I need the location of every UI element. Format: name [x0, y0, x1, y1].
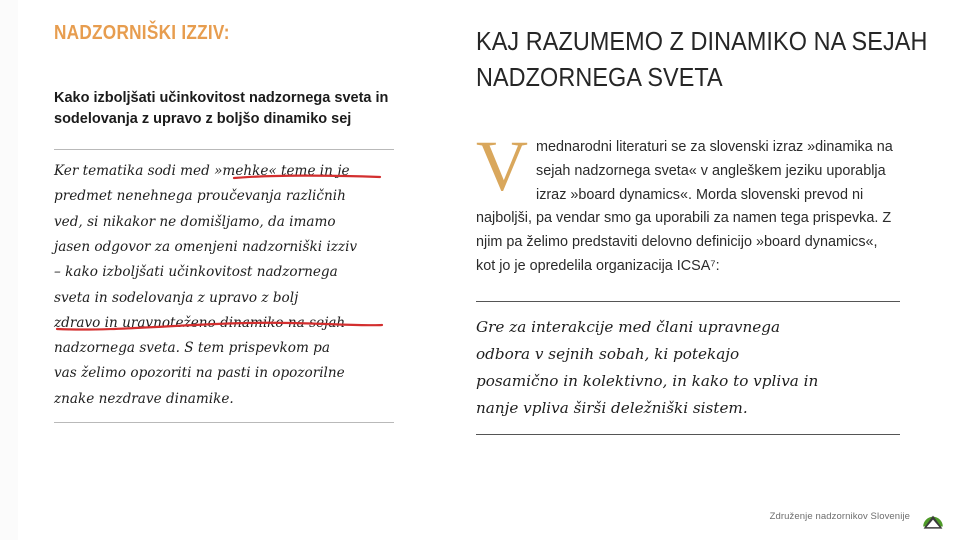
quote-line: ved, si nikakor ne domišljamo, da imamo [54, 213, 336, 230]
left-quote-bottom-rule [54, 422, 394, 423]
right-column [476, 24, 928, 435]
headline-line: KAJ RAZUMEMO Z DINAMIKO NA SEJAH [476, 26, 928, 56]
left-column [54, 22, 394, 423]
quote-line: Ker tematika sodi med »mehke« teme in je [54, 163, 350, 180]
quote-line: odbora v sejnih sobah, ki potekajo [476, 345, 740, 364]
quote-line: predmet nenehnega proučevanja različnih [54, 188, 346, 205]
left-quote-top-rule [54, 149, 394, 150]
quote-line: nadzornega sveta. S tem prispevkom pa [54, 340, 330, 357]
right-quote-bottom-rule [476, 434, 900, 435]
right-headline [476, 24, 928, 96]
quote-line: jasen odgovor za omenjeni nadzorniški izziv [54, 239, 358, 255]
quote-line: vas želimo opozoriti na pasti in opozorilne [54, 365, 345, 382]
right-quote-top-rule [476, 301, 900, 302]
footer [770, 502, 946, 530]
zns-arch-logo-icon [920, 502, 946, 530]
left-kicker-heading: NADZORNIŠKI IZZIV: [54, 22, 230, 44]
quote-line: zdravo in uravnoteženo dinamiko na sejah [54, 314, 346, 331]
headline-line: NADZORNEGA SVETA [476, 61, 723, 92]
body-text: mednarodni literaturi se za slovenski izraz »dinamika na sejah nadzornega sveta« v angleškem jeziku uporablja izraz »board dynamics«. Morda slovenski prevod ni najboljši, pa vendar smo ga uporabili za namen tega prispevka. Z njim pa želimo predstaviti delovno definicijo »board dynamics«, kot jo je opredelila organizacija ICSA⁷: [476, 138, 893, 275]
right-body-paragraph [476, 125, 900, 279]
quote-line: nanje vpliva širši deležniški sistem. [476, 399, 748, 418]
drop-cap-letter: V [476, 125, 528, 206]
quote-line: znake nezdrave dinamike. [54, 390, 234, 407]
left-lead-paragraph: Kako izboljšati učinkovitost nadzornega sveta in sodelovanja z upravo z boljšo dinamiko sej [54, 90, 389, 127]
quote-line: Gre za interakcije med člani upravnega [476, 318, 780, 337]
footer-organisation-label: Združenje nadzornikov Slovenije [769, 510, 910, 522]
right-quote-block [476, 314, 900, 422]
quote-line: – kako izboljšati učinkovitost nadzornega [54, 264, 338, 281]
quote-line: sveta in sodelovanja z upravo z bolj [54, 289, 299, 306]
left-quote-block [54, 159, 394, 412]
quote-line: posamično in kolektivno, in kako to vpliva in [476, 372, 819, 391]
